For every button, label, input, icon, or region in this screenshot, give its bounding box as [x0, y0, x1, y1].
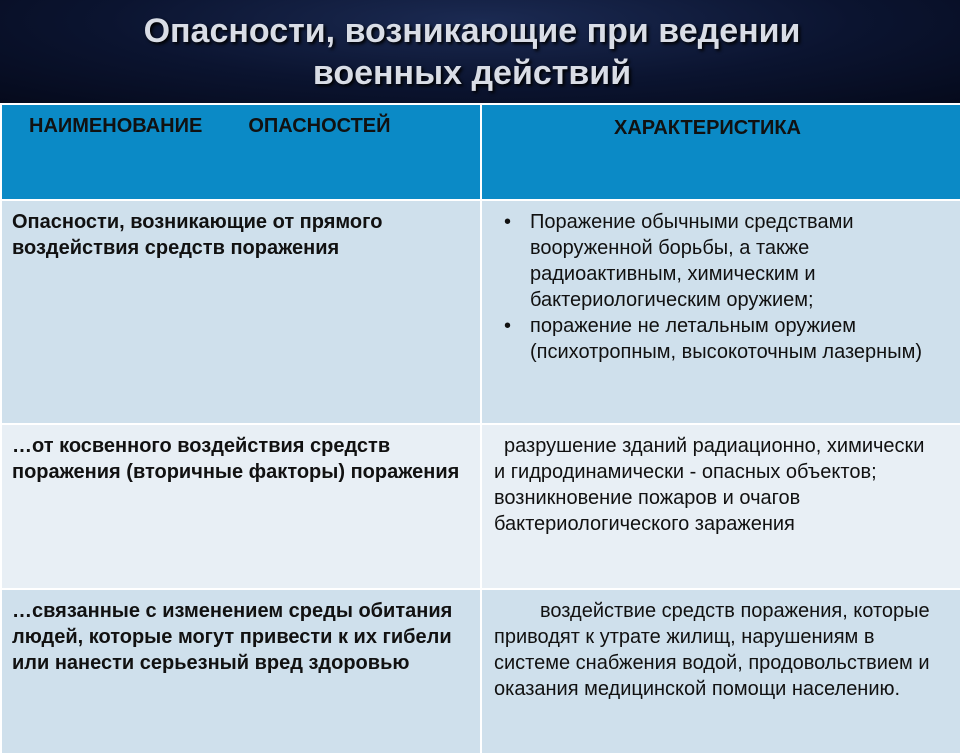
- title-line-1: Опасности, возникающие при ведении: [143, 12, 801, 50]
- hazard-name-cell: Опасности, возникающие от прямого воздействия средств поражения: [1, 200, 481, 424]
- characteristic-text: воздействие средств поражения, которые приводят к утрате жилищ, нарушениям в системе снабжения водой, продовольствием и оказания медицинской помощи населению.: [494, 600, 930, 700]
- table-header-row: [1, 104, 960, 200]
- characteristic-cell: [481, 589, 960, 754]
- header-cell-characteristic: ХАРАКТЕРИСТИКА: [481, 104, 960, 200]
- bullet-icon: •: [504, 315, 512, 337]
- bullet-text: поражение не летальным оружием (психотропным, высокоточным лазерным): [530, 315, 923, 363]
- title-banner: [0, 0, 960, 103]
- header-word-2: ОПАСНОСТЕЙ: [248, 115, 391, 137]
- table-row: [1, 589, 960, 754]
- characteristic-cell: [481, 200, 960, 424]
- bullet-list: [494, 209, 940, 365]
- bullet-icon: •: [504, 211, 512, 233]
- hazard-name-cell: …связанные с изменением среды обитания людей, которые могут привести к их гибели или нанести серьезный вред здоровью: [1, 589, 481, 754]
- table-row: [1, 424, 960, 589]
- slide-title: [0, 10, 944, 94]
- bullet-text: Поражение обычными средствами вооруженной борьбы, а также радиоактивным, химическим и бактериологическим оружием;: [530, 211, 854, 311]
- header-word-1: НАИМЕНОВАНИЕ: [29, 115, 203, 137]
- list-item: [494, 209, 940, 313]
- list-item: [494, 313, 940, 365]
- header-cell-name: [1, 104, 481, 200]
- characteristic-text: разрушение зданий радиационно, химически и гидродинамически - опасных объектов; возникновение пожаров и очагов бактериологического заражения: [494, 435, 925, 535]
- hazards-table: [0, 103, 960, 755]
- title-line-2: военных действий: [312, 54, 632, 92]
- hazard-name-cell: …от косвенного воздействия средств поражения (вторичные факторы) поражения: [1, 424, 481, 589]
- characteristic-cell: [481, 424, 960, 589]
- table-row: [1, 200, 960, 424]
